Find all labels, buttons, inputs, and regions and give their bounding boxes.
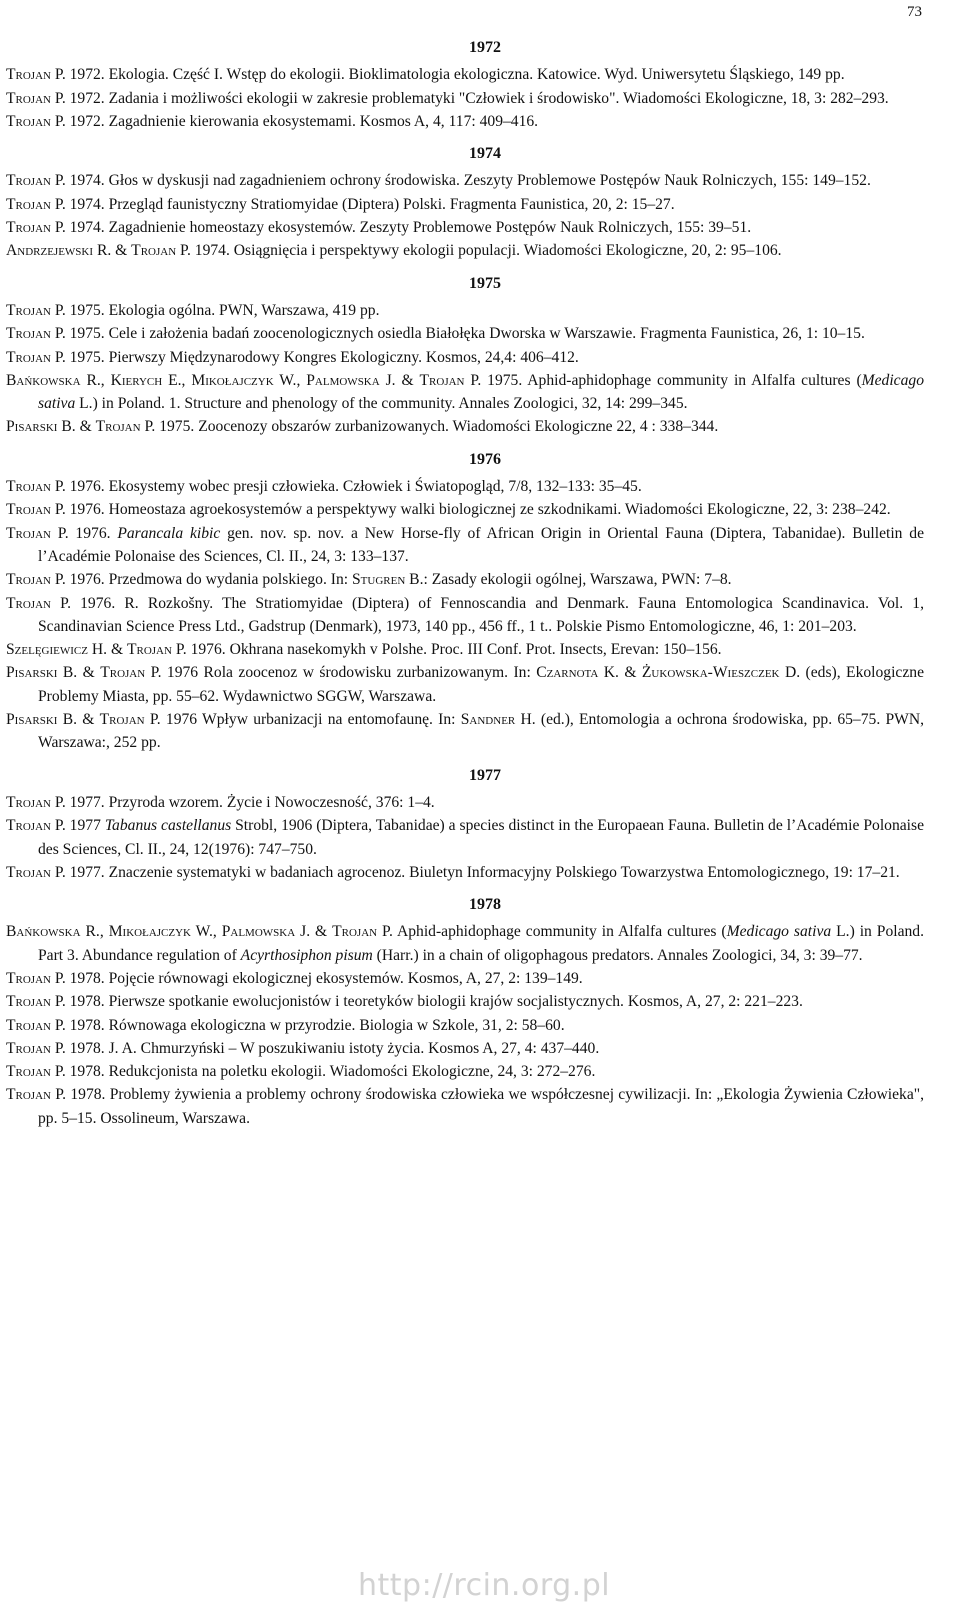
citation-text: P. 1978. Redukcjonista na poletku ekologii. Wiadomości Ekologiczne, 24, 3: 272–276. — [50, 1063, 596, 1081]
author-name: Trojan — [131, 242, 177, 260]
author-name: Szelęgiewicz — [6, 641, 88, 659]
author-name: Trojan — [6, 478, 51, 496]
year-heading: 1975 — [469, 274, 501, 292]
citation-text: P. 1976. Okhrana nasekomykh v Polshe. Proc. III Conf. Prot. Insects, Erevan: 150–156. — [171, 641, 722, 659]
citation-text: P. 1974. Głos w dyskusji nad zagadnieniem ochrony środowiska. Zeszyty Problemowe Postępów Nauk Rolniczych, 155: 149–152. — [50, 172, 871, 190]
author-name: Żukowska-Wieszczek — [641, 664, 780, 682]
author-name: Trojan — [6, 969, 51, 987]
author-name: Sandner — [460, 711, 516, 729]
citation-text: J. & — [379, 371, 420, 389]
citation-text: H. (ed.), Entomologia a ochrona środowiska, pp. 65–75. PWN, Warszawa:, 252 pp. — [38, 711, 925, 752]
bibliography-entry — [6, 498, 924, 521]
author-name: Mikołajczyk — [191, 371, 274, 389]
citation-text: gen. nov. sp. nov. a New Horse-fly of African Origin in Oriental Fauna (Diptera, Tabanidae). Bulletin de l’Académie Polonaise des Sciences, Cl. II., 24, 3: 133–137. — [38, 524, 924, 565]
bibliography-entry — [6, 990, 924, 1013]
bibliography-entry — [6, 193, 924, 216]
bibliography-content — [6, 36, 924, 1130]
citation-text: P. 1972. Zadania i możliwości ekologii w zakresie problematyki "Człowiek i środowisko". Wiadomości Ekologiczne, 18, 3: 282–293. — [50, 89, 889, 107]
bibliography-entry — [6, 1083, 924, 1130]
citation-text: P. 1974. Osiągnięcia i perspektywy ekologii populacji. Wiadomości Ekologiczne, 20, 2: 95–106. — [176, 242, 782, 260]
citation-text: D. (eds), Ekologiczne Problemy Miasta, pp. 55–62. Wydawnictwo SGGW, Warszawa. — [38, 664, 924, 705]
author-name: Czarnota — [536, 664, 599, 682]
author-name: Stugren — [352, 571, 406, 589]
citation-text: P. Aphid-aphidophage community in Alfalfa cultures ( — [377, 923, 727, 941]
citation-text: P. 1978. Równowaga ekologiczna w przyrodzie. Biologia w Szkole, 31, 2: 58–60. — [50, 1016, 565, 1034]
species-name: Tabanus castellanus — [104, 817, 232, 835]
citation-text: J. & — [295, 923, 333, 941]
author-name: Palmowska — [221, 923, 296, 941]
author-name: Bańkowska — [6, 371, 81, 389]
bibliography-entry — [6, 1037, 924, 1060]
citation-text: B. & — [57, 711, 100, 729]
author-name: Trojan — [6, 195, 51, 213]
author-name: Pisarski — [6, 664, 58, 682]
author-name: Mikołajczyk — [108, 923, 191, 941]
species-name: Medicago sativa — [38, 371, 924, 413]
author-name: Trojan — [100, 664, 146, 682]
bibliography-entry — [6, 861, 924, 884]
bibliography-entry — [6, 87, 924, 110]
bibliography-entry — [6, 638, 924, 661]
bibliography-entry — [6, 1060, 924, 1083]
bibliography-entry — [6, 216, 924, 239]
citation-text: K. & — [598, 664, 642, 682]
citation-text: Strobl, 1906 (Diptera, Tabanidae) a species distinct in the Europaean Fauna. Bulletin de l’Académie Polonaise des Sciences, Cl. II., 24, 12(1976): 747–750. — [38, 817, 924, 858]
citation-text: P. 1976. Ekosystemy wobec presji człowieka. Człowiek i Światopogląd, 7/8, 132–133: 35–45. — [50, 478, 642, 496]
citation-text: (Harr.) in a chain of oligophagous predators. Annales Zoologici, 34, 3: 39–77. — [372, 946, 863, 964]
citation-text: P. 1974. Zagadnienie homeostazy ekosystemów. Zeszyty Problemowe Postępów Nauk Rolniczych, 155: 39–51. — [50, 219, 752, 237]
bibliography-entry — [6, 239, 924, 262]
citation-text: L.) in Poland. Part 3. Abundance regulation of — [38, 923, 925, 964]
citation-text: P. 1976 Wpływ urbanizacji na entomofaunę. In: — [144, 711, 461, 729]
bibliography-entry — [6, 522, 924, 569]
author-name: Trojan — [6, 594, 51, 612]
citation-text: P. 1975. Cele i założenia badań zoocenologicznych osiedla Białołęka Dworska w Warszawie. Fragmenta Faunistica, 26, 1: 10–15. — [50, 325, 865, 343]
citation-text: R. & — [93, 242, 132, 260]
author-name: Trojan — [6, 501, 51, 519]
bibliography-entry — [6, 920, 924, 967]
author-name: Trojan — [6, 66, 51, 84]
year-heading: 1972 — [469, 39, 501, 56]
author-name: Trojan — [6, 863, 51, 881]
author-name: Trojan — [6, 219, 51, 237]
citation-text: P. 1978. Pojęcie równowagi ekologicznej ekosystemów. Kosmos, A, 27, 2: 139–149. — [50, 969, 583, 987]
author-name: Trojan — [6, 571, 51, 589]
bibliography-entry — [6, 708, 924, 755]
author-name: Palmowska — [306, 371, 380, 389]
author-name: Trojan — [6, 817, 51, 835]
author-name: Trojan — [6, 348, 51, 366]
bibliography-entry — [6, 661, 924, 708]
citation-text: R., — [80, 371, 111, 389]
author-name: Andrzejewski — [6, 242, 94, 260]
bibliography-entry — [6, 63, 924, 86]
author-name: Trojan — [95, 418, 141, 436]
bibliography-entry — [6, 568, 924, 591]
author-name: Trojan — [6, 112, 51, 130]
author-name: Trojan — [6, 1016, 51, 1034]
citation-text: P. 1978. Problemy żywienia a problemy ochrony środowiska człowieka we współczesnej cywilizacji. In: „Ekologia Żywienia Człowieka", pp. 5–15. Ossolineum, Warszawa. — [38, 1086, 924, 1127]
watermark-url: http://rcin.org.pl — [358, 1568, 611, 1603]
citation-text: P. 1974. Przegląd faunistyczny Stratiomyidae (Diptera) Polski. Fragmenta Faunistica, 20, 2: 15–27. — [50, 195, 675, 213]
citation-text: P. 1976. Homeostaza agroekosystemów a perspektywy walki biologicznej ze szkodnikami. Wiadomości Ekologiczne, 22, 3: 238–242. — [50, 501, 891, 519]
citation-text: W., — [273, 371, 307, 389]
author-name: Trojan — [6, 793, 51, 811]
author-name: Trojan — [6, 89, 51, 107]
citation-text: B. & — [57, 664, 101, 682]
species-name: Medicago sativa — [726, 923, 832, 941]
bibliography-entry — [6, 475, 924, 498]
author-name: Bańkowska — [6, 923, 81, 941]
bibliography-entry — [6, 967, 924, 990]
year-heading: 1976 — [469, 450, 501, 468]
bibliography-entry — [6, 169, 924, 192]
year-heading: 1977 — [469, 766, 501, 784]
author-name: Trojan — [126, 641, 172, 659]
author-name: Trojan — [6, 993, 51, 1011]
bibliography-entry — [6, 814, 924, 861]
author-name: Trojan — [6, 172, 51, 190]
bibliography-entry — [6, 592, 924, 639]
citation-text: P. 1975. Zoocenozy obszarów zurbanizowanych. Wiadomości Ekologiczne 22, 4 : 338–344. — [140, 418, 719, 436]
year-heading: 1978 — [469, 896, 501, 914]
page-number: 73 — [907, 4, 922, 20]
bibliography-entry — [6, 299, 924, 322]
citation-text: P. 1975. Aphid-aphidophage community in Alfalfa cultures ( — [464, 371, 862, 389]
bibliography-entry — [6, 415, 924, 438]
species-name: Parancala kibic — [117, 524, 221, 542]
citation-text: P. 1977. Przyroda wzorem. Życie i Nowoczesność, 376: 1–4. — [50, 793, 435, 811]
citation-text: H. & — [87, 641, 127, 659]
citation-text: E., — [162, 371, 192, 389]
author-name: Trojan — [332, 923, 378, 941]
citation-text: L.) in Poland. 1. Structure and phenology of the community. Annales Zoologici, 32, 14: 299–345. — [75, 395, 688, 413]
citation-text: P. 1978. Pierwsze spotkanie ewolucjonistów i teoretyków biologii krajów socjalistycznych. Kosmos, A, 27, 2: 221–223. — [50, 993, 803, 1011]
citation-text: P. 1975. Ekologia ogólna. PWN, Warszawa, 419 pp. — [50, 301, 380, 319]
citation-text: P. 1977 — [50, 817, 105, 835]
citation-text: P. 1977. Znaczenie systematyki w badaniach agrocenoz. Biuletyn Informacyjny Polskiego Towarzystwa Entomologicznego, 19: 17–21. — [50, 863, 900, 881]
citation-text: R., — [80, 923, 109, 941]
citation-text: B.: Zasady ekologii ogólnej, Warszawa, PWN: 7–8. — [405, 571, 732, 589]
bibliography-entry — [6, 1014, 924, 1037]
citation-text: W., — [191, 923, 222, 941]
author-name: Trojan — [419, 371, 465, 389]
author-name: Trojan — [99, 711, 145, 729]
bibliography-entry — [6, 322, 924, 345]
author-name: Trojan — [6, 524, 51, 542]
author-name: Trojan — [6, 1086, 51, 1104]
citation-text: P. 1976 Rola zoocenoz w środowisku zurbanizowanym. In: — [145, 664, 537, 682]
author-name: Trojan — [6, 1063, 51, 1081]
citation-text: P. 1975. Pierwszy Międzynarodowy Kongres Ekologiczny. Kosmos, 24,4: 406–412. — [50, 348, 579, 366]
species-name: Acyrthosiphon pisum — [240, 946, 373, 964]
year-heading: 1974 — [469, 145, 501, 163]
author-name: Trojan — [6, 1039, 51, 1057]
citation-text: P. 1978. J. A. Chmurzyński – W poszukiwaniu istoty życia. Kosmos A, 27, 4: 437–440. — [50, 1039, 600, 1057]
bibliography-entry — [6, 110, 924, 133]
citation-text: P. 1976. — [50, 524, 118, 542]
author-name: Kierych — [110, 371, 163, 389]
author-name: Trojan — [6, 325, 51, 343]
author-name: Trojan — [6, 301, 51, 319]
bibliography-entry — [6, 346, 924, 369]
citation-text: P. 1976. Przedmowa do wydania polskiego. In: — [50, 571, 352, 589]
author-name: Pisarski — [6, 418, 58, 436]
author-name: Pisarski — [6, 711, 58, 729]
citation-text: P. 1976. R. Rozkošny. The Stratiomyidae (Diptera) of Fennoscandia and Denmark. Fauna Entomologica Scandinavica. Vol. 1, Scandinavian Science Press Ltd., Gadstrup (Denmark), 1973, 140 pp., 456 ff., 1 t.. Polskie Pismo Entomologiczne, 46, 1: 201–203. — [38, 594, 924, 635]
citation-text: B. & — [57, 418, 96, 436]
citation-text: P. 1972. Ekologia. Część I. Wstęp do ekologii. Bioklimatologia ekologiczna. Katowice. Wyd. Uniwersytetu Śląskiego, 149 pp. — [50, 66, 845, 84]
bibliography-entry — [6, 791, 924, 814]
bibliography-entry — [6, 369, 924, 416]
citation-text: P. 1972. Zagadnienie kierowania ekosystemami. Kosmos A, 4, 117: 409–416. — [50, 112, 539, 130]
